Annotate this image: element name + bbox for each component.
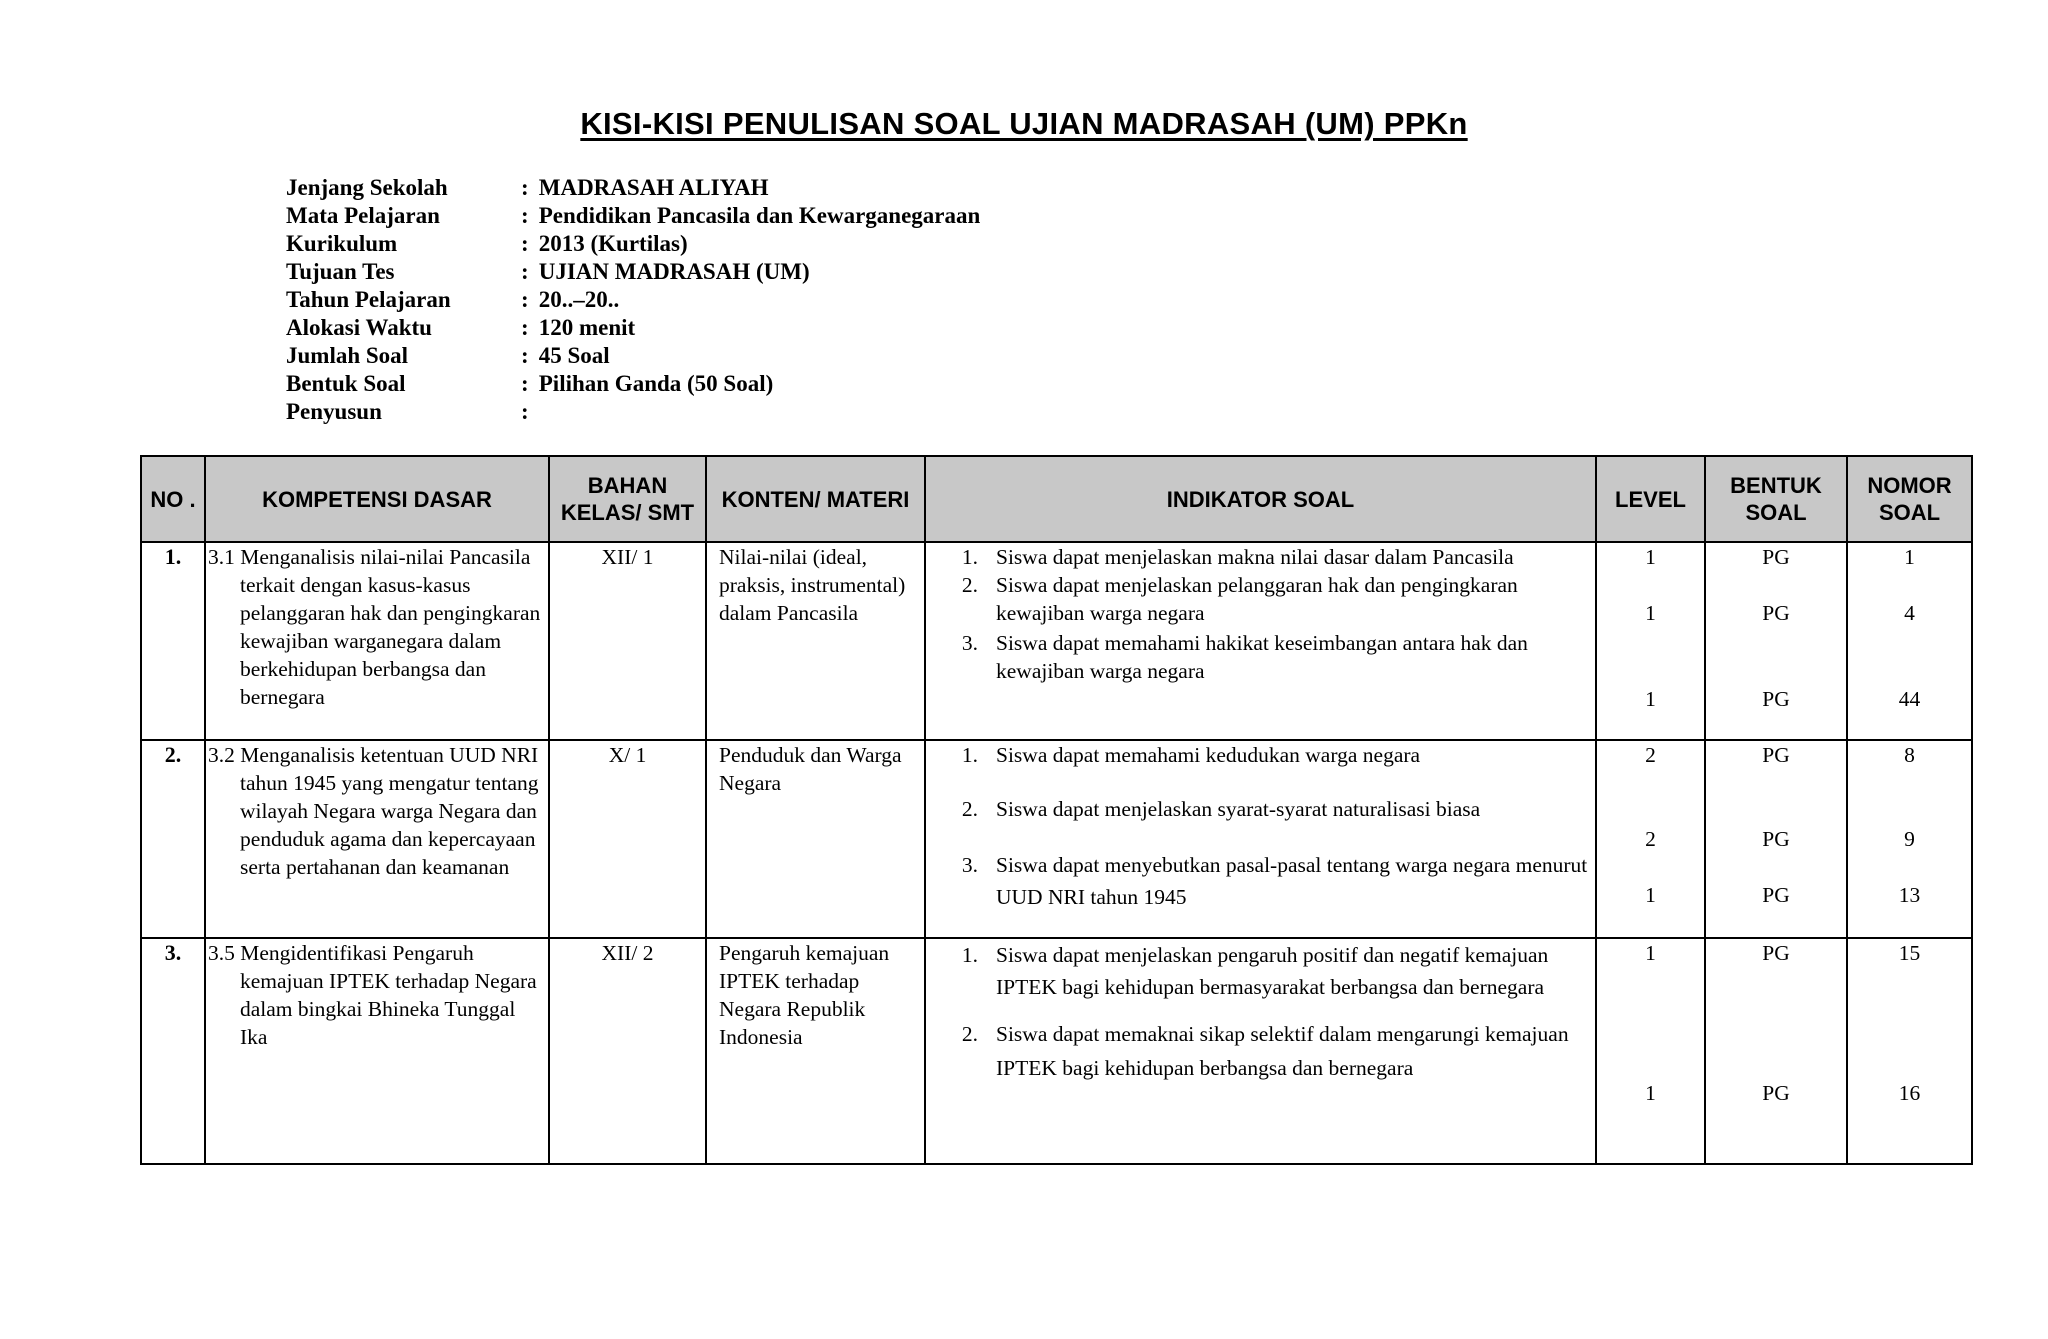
info-label: Alokasi Waktu <box>286 315 432 340</box>
indikator-item: 2. Siswa dapat memaknai sikap selektif dalam mengarungi kemajuan IPTEK bagi kehidupan berbangsa dan bernegara <box>961 1022 1569 1080</box>
table-row <box>141 938 1972 1164</box>
info-value: Pendidikan Pancasila dan Kewarganegaraan <box>538 203 981 228</box>
info-label: Jenjang Sekolah <box>286 175 448 200</box>
indikator-item: 3. Siswa dapat memahami hakikat keseimbangan antara hak dan kewajiban warga negara <box>961 631 1528 683</box>
info-value: 20..–20.. <box>538 287 620 312</box>
kompetensi-dasar: 3.5 Mengidentifikasi Pengaruh kemajuan IPTEK terhadap Negara dalam bingkai Bhineka Tunggal Ika <box>208 941 537 1049</box>
level-cell: 2 2 1 <box>1596 740 1705 938</box>
bentuk-soal-cell: PG PG PG <box>1705 542 1847 740</box>
indikator-item: 2. Siswa dapat menjelaskan pelanggaran hak dan pengingkaran kewajiban warga negara <box>961 573 1518 625</box>
info-value: Pilihan Ganda (50 Soal) <box>538 371 774 396</box>
header-konten-materi: KONTEN/ MATERI <box>706 456 925 542</box>
info-label: Tahun Pelajaran <box>286 287 451 312</box>
info-value: 45 Soal <box>538 343 610 368</box>
nomor-soal-cell: 8 9 13 <box>1847 740 1972 938</box>
table-header-row <box>141 456 1972 542</box>
kisi-kisi-table <box>140 455 1973 1165</box>
nomor-soal-cell: 1 4 44 <box>1847 542 1972 740</box>
info-label: Tujuan Tes <box>286 259 395 284</box>
level-cell: 1 1 <box>1596 938 1705 1164</box>
kompetensi-dasar: 3.1 Menganalisis nilai-nilai Pancasila terkait dengan kasus-kasus pelanggaran hak dan pengingkaran kewajiban warganegara dalam berkehidupan berbangsa dan bernegara <box>208 545 541 709</box>
header-indikator-soal: INDIKATOR SOAL <box>925 456 1596 542</box>
info-block <box>286 174 980 426</box>
info-value: UJIAN MADRASAH (UM) <box>538 259 810 284</box>
bahan-kelas: XII/ 2 <box>549 938 706 1164</box>
indikator-item: 3. Siswa dapat menyebutkan pasal-pasal tentang warga negara menurut UUD NRI tahun 1945 <box>961 853 1588 909</box>
level-cell: 1 1 1 <box>1596 542 1705 740</box>
bentuk-soal-cell: PG PG <box>1705 938 1847 1164</box>
kompetensi-dasar: 3.2 Menganalisis ketentuan UUD NRI tahun 1945 yang mengatur tentang wilayah Negara warga Negara dan penduduk agama dan kepercayaan serta pertahanan dan keamanan <box>208 743 539 879</box>
bentuk-soal-cell: PG PG PG <box>1705 740 1847 938</box>
info-row: Bentuk Soal : Pilihan Ganda (50 Soal) <box>286 371 774 396</box>
info-row: Kurikulum : 2013 (Kurtilas) <box>286 231 688 256</box>
konten-materi: Nilai-nilai (ideal, praksis, instrumental) dalam Pancasila <box>706 542 925 740</box>
header-bentuk-soal: BENTUK SOAL <box>1705 456 1847 542</box>
info-row: Mata Pelajaran : Pendidikan Pancasila dan Kewarganegaraan <box>286 203 981 228</box>
bahan-kelas: X/ 1 <box>549 740 706 938</box>
info-row: Tujuan Tes : UJIAN MADRASAH (UM) <box>286 259 810 284</box>
indikator-item: 1. Siswa dapat menjelaskan pengaruh positif dan negatif kemajuan IPTEK bagi kehidupan bermasyarakat berbangsa dan bernegara <box>961 943 1549 999</box>
header-bahan-kelas: BAHAN KELAS/ SMT <box>549 456 706 542</box>
header-kompetensi-dasar: KOMPETENSI DASAR <box>205 456 549 542</box>
nomor-soal-cell: 15 16 <box>1847 938 1972 1164</box>
header-level: LEVEL <box>1596 456 1705 542</box>
indikator-item: 1. Siswa dapat memahami kedudukan warga negara <box>961 743 1421 767</box>
header-no: NO . <box>141 456 205 542</box>
info-label: Jumlah Soal <box>286 343 409 368</box>
info-row: Penyusun : <box>286 399 529 424</box>
row-number: 2. <box>141 740 205 938</box>
info-value: 2013 (Kurtilas) <box>538 231 688 256</box>
info-label: Mata Pelajaran <box>286 203 440 228</box>
document-title: KISI-KISI PENULISAN SOAL UJIAN MADRASAH (UM) PPKn <box>580 106 1468 141</box>
info-row: Alokasi Waktu : 120 menit <box>286 315 636 340</box>
info-row: Tahun Pelajaran : 20..–20.. <box>286 287 620 312</box>
indikator-item: 1. Siswa dapat menjelaskan makna nilai dasar dalam Pancasila <box>961 545 1514 569</box>
table-row <box>141 542 1972 740</box>
konten-materi: Pengaruh kemajuan IPTEK terhadap Negara Republik Indonesia <box>706 938 925 1164</box>
info-label: Bentuk Soal <box>286 371 406 396</box>
indikator-item: 2. Siswa dapat menjelaskan syarat-syarat naturalisasi biasa <box>961 797 1481 821</box>
info-value: MADRASAH ALIYAH <box>538 175 769 200</box>
info-label: Penyusun <box>286 399 382 424</box>
table-row <box>141 740 1972 938</box>
info-label: Kurikulum <box>286 231 398 256</box>
info-row: Jumlah Soal : 45 Soal <box>286 343 610 368</box>
info-value: 120 menit <box>538 315 636 340</box>
row-number: 3. <box>141 938 205 1164</box>
konten-materi: Penduduk dan Warga Negara <box>706 740 925 938</box>
bahan-kelas: XII/ 1 <box>549 542 706 740</box>
header-nomor-soal: NOMOR SOAL <box>1847 456 1972 542</box>
info-row: Jenjang Sekolah : MADRASAH ALIYAH <box>286 175 769 200</box>
row-number: 1. <box>141 542 205 740</box>
